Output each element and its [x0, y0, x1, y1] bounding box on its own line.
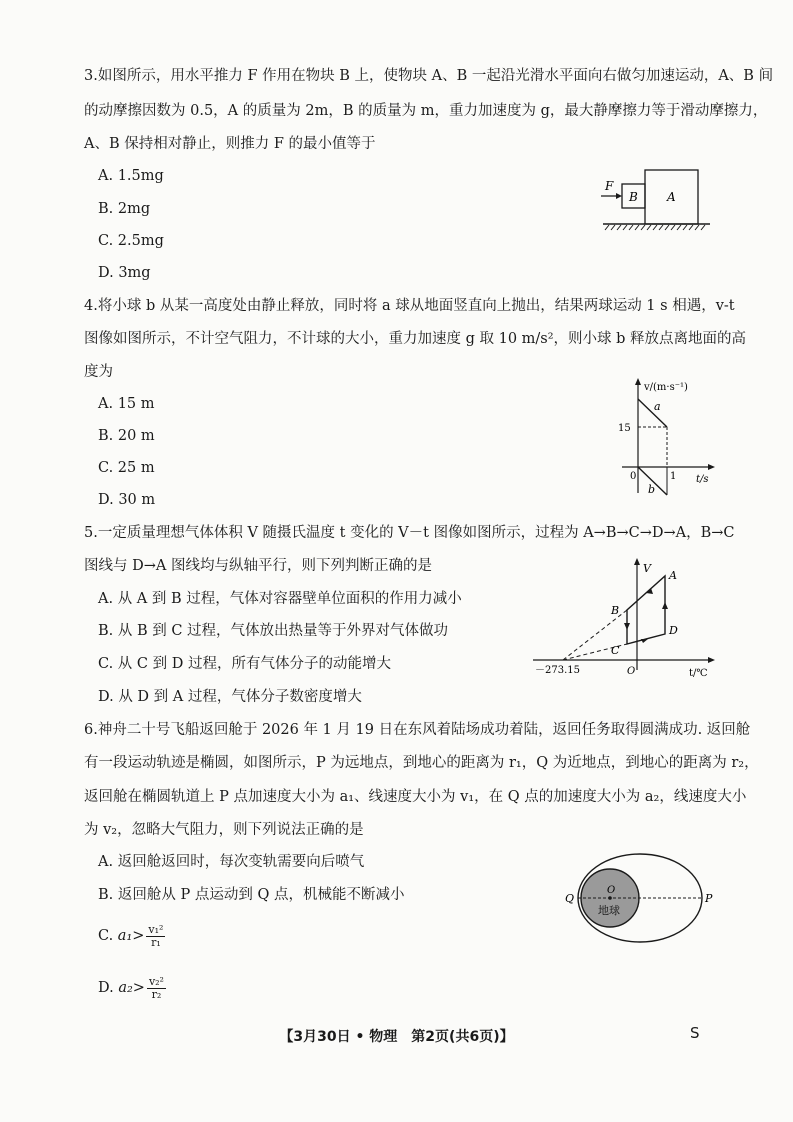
- q5-option-a: A. 从 A 到 B 过程，气体对容器壁单位面积的作用力减小: [98, 591, 462, 607]
- origin-label: O: [627, 666, 636, 677]
- page-mark: S: [690, 1024, 700, 1042]
- option-c-denominator: r₁: [151, 935, 161, 949]
- q5-stem-line2: 图线与 D→A 图线均与纵轴平行，则下列判断正确的是: [84, 558, 432, 574]
- point-b: B: [611, 604, 620, 617]
- q6-option-b: B. 返回舱从 P 点运动到 Q 点，机械能不断减小: [98, 887, 405, 903]
- y-tick-15: 15: [618, 423, 631, 434]
- q6-stem-line3: 返回舱在椭圆轨道上 P 点加速度大小为 a₁、线速度大小为 v₁，在 Q 点的加速度大小为 a₂，线速度大小: [84, 789, 747, 805]
- q5-stem-line1: 5.一定质量理想气体体积 V 随摄氏温度 t 变化的 V－t 图像如图所示，过程为 A→B→C→D→A，B→C: [84, 525, 735, 541]
- q6-option-a: A. 返回舱返回时，每次变轨需要向后喷气: [98, 854, 365, 870]
- option-d-numerator: v₂²: [148, 974, 164, 988]
- q6-stem-line2: 有一段运动轨迹是椭圆，如图所示，P 为远地点，到地心的距离为 r₁，Q 为近地点，到地心的距离为 r₂，: [84, 755, 759, 771]
- q3-blocks-figure: [595, 160, 720, 235]
- q5-option-c: C. 从 C 到 D 过程，所有气体分子的动能增大: [98, 656, 391, 672]
- label-b: B: [629, 190, 638, 204]
- q6-orbit-figure: [560, 848, 720, 948]
- q6-option-d: [98, 970, 166, 1006]
- q6-stem-line1: 6.神舟二十号飞船返回舱于 2026 年 1 月 19 日在东风着陆场成功着陆，返回任务取得圆满成功. 返回舱: [84, 722, 751, 738]
- option-d-label: D.: [98, 980, 114, 996]
- q4-option-b: B. 20 m: [98, 428, 155, 444]
- option-d-lhs: a₂>: [118, 980, 145, 996]
- q3-option-b: B. 2mg: [98, 201, 151, 217]
- q3-stem-line2: 的动摩擦因数为 0.5，A 的质量为 2m，B 的质量为 m，重力加速度为 g，最大静摩擦力等于滑动摩擦力，: [84, 103, 768, 119]
- q5-option-d: D. 从 D 到 A 过程，气体分子数密度增大: [98, 689, 362, 705]
- q5-vt-graph: [525, 550, 720, 682]
- q4-vt-graph: [612, 375, 722, 500]
- x-tick-label: －273.15: [535, 665, 580, 676]
- q3-stem-line3: A、B 保持相对静止，则推力 F 的最小值等于: [84, 136, 376, 152]
- q6-stem-line4: 为 v₂，忽略大气阻力，则下列说法正确的是: [84, 822, 364, 838]
- x-tick-1: 1: [670, 471, 677, 482]
- q3-option-c: C. 2.5mg: [98, 233, 164, 249]
- label-a: a: [654, 400, 661, 413]
- point-p: P: [705, 892, 713, 905]
- q4-option-d: D. 30 m: [98, 492, 156, 508]
- y-axis-label: v/(m·s⁻¹): [644, 382, 688, 393]
- q3-option-a: A. 1.5mg: [98, 168, 164, 184]
- cycle-path: [627, 576, 665, 644]
- q4-stem-line3: 度为: [84, 364, 113, 380]
- line-a: [638, 399, 667, 427]
- q4-stem-line1: 4.将小球 b 从某一高度处由静止释放，同时将 a 球从地面竖直向上抛出，结果两球运动 1 s 相遇，v-t: [84, 298, 735, 314]
- q6-option-c: [98, 918, 165, 954]
- center-o: O: [607, 885, 616, 896]
- label-f: F: [605, 179, 614, 193]
- point-a: A: [669, 569, 677, 582]
- option-c-fraction: [146, 924, 165, 949]
- page-footer: 【3月30日 • 物理 第2页(共6页)】: [279, 1029, 514, 1045]
- label-a: A: [667, 190, 676, 204]
- point-q: Q: [565, 892, 575, 905]
- point-c: C: [611, 644, 620, 657]
- y-axis-label: V: [643, 562, 651, 575]
- option-c-label: C.: [98, 928, 114, 944]
- origin-label: 0: [630, 471, 637, 482]
- q4-option-c: C. 25 m: [98, 460, 155, 476]
- option-c-numerator: v₁²: [148, 922, 164, 936]
- x-axis-label: t/s: [696, 474, 709, 485]
- option-d-fraction: [147, 976, 166, 1001]
- label-b: b: [648, 483, 656, 496]
- point-d: D: [669, 624, 678, 637]
- option-c-lhs: a₁>: [117, 928, 145, 944]
- q4-stem-line2: 图像如图所示，不计空气阻力，不计球的大小，重力加速度 g 取 10 m/s²，则小球 b 释放点离地面的高: [84, 331, 747, 347]
- q3-option-d: D. 3mg: [98, 265, 151, 281]
- option-d-denominator: r₂: [151, 987, 162, 1001]
- q4-option-a: A. 15 m: [98, 396, 155, 412]
- x-axis-label: t/℃: [689, 668, 708, 679]
- q3-stem-line1: 3.如图所示，用水平推力 F 作用在物块 B 上，使物块 A、B 一起沿光滑水平面向右做匀加速运动，A、B 间: [84, 68, 774, 84]
- q5-option-b: B. 从 B 到 C 过程，气体放出热量等于外界对气体做功: [98, 623, 449, 639]
- earth-label: 地球: [598, 904, 620, 917]
